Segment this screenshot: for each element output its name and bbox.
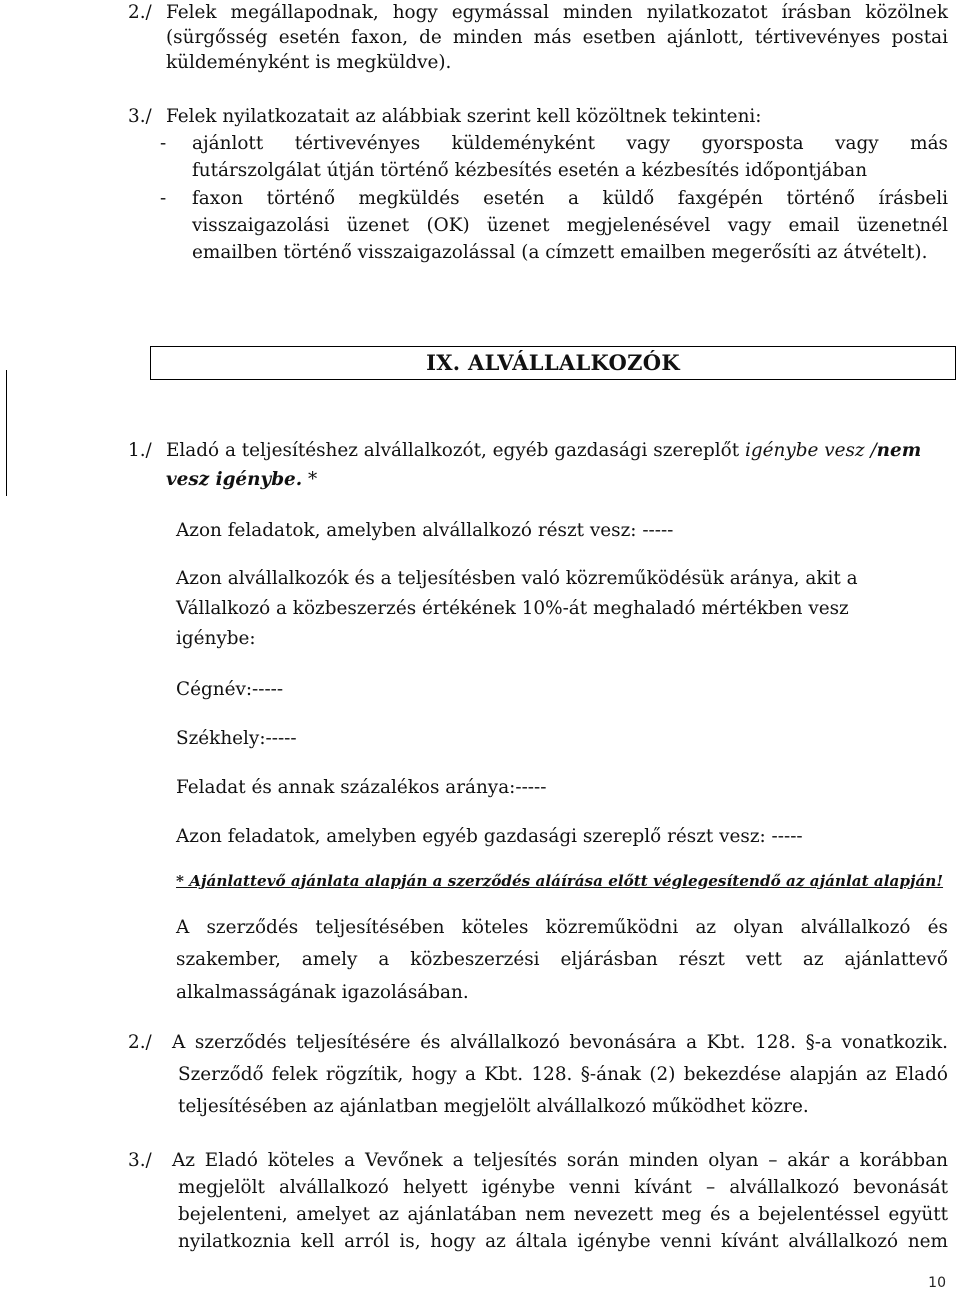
text-run-bold-italic: vesz igénybe.: [166, 469, 303, 490]
margin-change-bar: [0, 370, 7, 496]
tasks-line: Azon feladatok, amelyben alvállalkozó részt vesz: -----: [176, 520, 674, 541]
point-number: 1./: [128, 440, 152, 461]
paragraph-line: [166, 438, 921, 464]
bullet-line: visszaigazolási üzenet (OK) üzenet megjelenésével vagy email üzenetnél: [192, 215, 948, 236]
bullet-dash: -: [160, 133, 167, 154]
paragraph-line: teljesítésében az ajánlatban megjelölt alvállalkozó működhet közre.: [178, 1096, 809, 1117]
obligation-line: alkalmasságának igazolásában.: [176, 982, 469, 1003]
paragraph-line: Szerződő felek rögzítik, hogy a Kbt. 128. §-ának (2) bekezdése alapján az Eladó: [178, 1064, 948, 1085]
bullet-dash: -: [160, 188, 167, 209]
subcontractors-line: Vállalkozó a közbeszerzés értékének 10%-át meghaladó mértékben vesz: [176, 598, 849, 619]
bullet-line: faxon történő megküldés esetén a küldő faxgépén történő írásbeli: [192, 188, 948, 209]
other-tasks-line: Azon feladatok, amelyben egyéb gazdasági szereplő részt vesz: -----: [176, 826, 803, 847]
subcontractors-line: Azon alvállalkozók és a teljesítésben való közreműködésük aránya, akit a: [176, 568, 858, 589]
footnote-note: * Ajánlattevő ajánlata alapján a szerződés aláírása előtt véglegesítendő az ajánlat alapján!: [176, 872, 944, 890]
paragraph-line: [166, 467, 317, 493]
paragraph-line: Felek megállapodnak, hogy egymással minden nyilatkozatot írásban közölnek: [166, 2, 948, 23]
point-number: 3./: [128, 106, 152, 127]
point-number: 2./: [128, 1032, 152, 1053]
point-number: 2./: [128, 2, 152, 23]
bullet-line: emailben történő visszaigazolással (a címzett emailben megerősíti az átvételt).: [192, 242, 928, 263]
paragraph-line: A szerződés teljesítésére és alvállalkozó bevonására a Kbt. 128. §-a vonatkozik.: [172, 1032, 948, 1053]
paragraph-line: küldeményként is megküldve).: [166, 52, 452, 73]
paragraph-line: bejelenteni, amelyet az ajánlatában nem nevezett meg és a bejelentéssel együtt: [178, 1204, 948, 1225]
text-run: *: [302, 469, 318, 490]
paragraph-line: megjelölt alvállalkozó helyett igénybe venni kívánt – alvállalkozó bevonását: [178, 1177, 948, 1198]
obligation-line: A szerződés teljesítésében köteles közreműködni az olyan alvállalkozó és: [176, 917, 948, 938]
bullet-line: ajánlott tértivevényes küldeményként vagy gyorsposta vagy más: [192, 133, 948, 154]
text-run-bold-italic: nem: [876, 440, 922, 461]
page-number: 10: [928, 1275, 946, 1291]
subcontractors-line: igénybe:: [176, 628, 256, 649]
bullet-line: futárszolgálat útján történő kézbesítés esetén a kézbesítés időpontjában: [192, 160, 868, 181]
paragraph-line: (sürgősség esetén faxon, de minden más esetben ajánlott, tértivevényes postai: [166, 27, 948, 48]
company-name-field: Cégnév:-----: [176, 679, 284, 700]
point-number: 3./: [128, 1150, 152, 1171]
paragraph-line: nyilatkoznia kell arról is, hogy az általa igénybe venni kívánt alvállalkozó nem: [178, 1231, 948, 1252]
section-heading: IX. ALVÁLLALKOZÓK: [426, 350, 680, 375]
task-ratio-field: Feladat és annak százalékos aránya:-----: [176, 777, 547, 798]
seat-field: Székhely:-----: [176, 728, 297, 749]
text-run-italic: igénybe vesz /: [744, 440, 877, 461]
obligation-line: szakember, amely a közbeszerzési eljárásban részt vett az ajánlattevő: [176, 949, 948, 970]
paragraph-line: Az Eladó köteles a Vevőnek a teljesítés során minden olyan – akár a korábban: [172, 1150, 948, 1171]
text-run: Eladó a teljesítéshez alvállalkozót, egyéb gazdasági szereplőt: [166, 440, 745, 461]
section-heading-box: [150, 346, 956, 380]
paragraph-line: Felek nyilatkozatait az alábbiak szerint kell közöltnek tekinteni:: [166, 106, 762, 127]
